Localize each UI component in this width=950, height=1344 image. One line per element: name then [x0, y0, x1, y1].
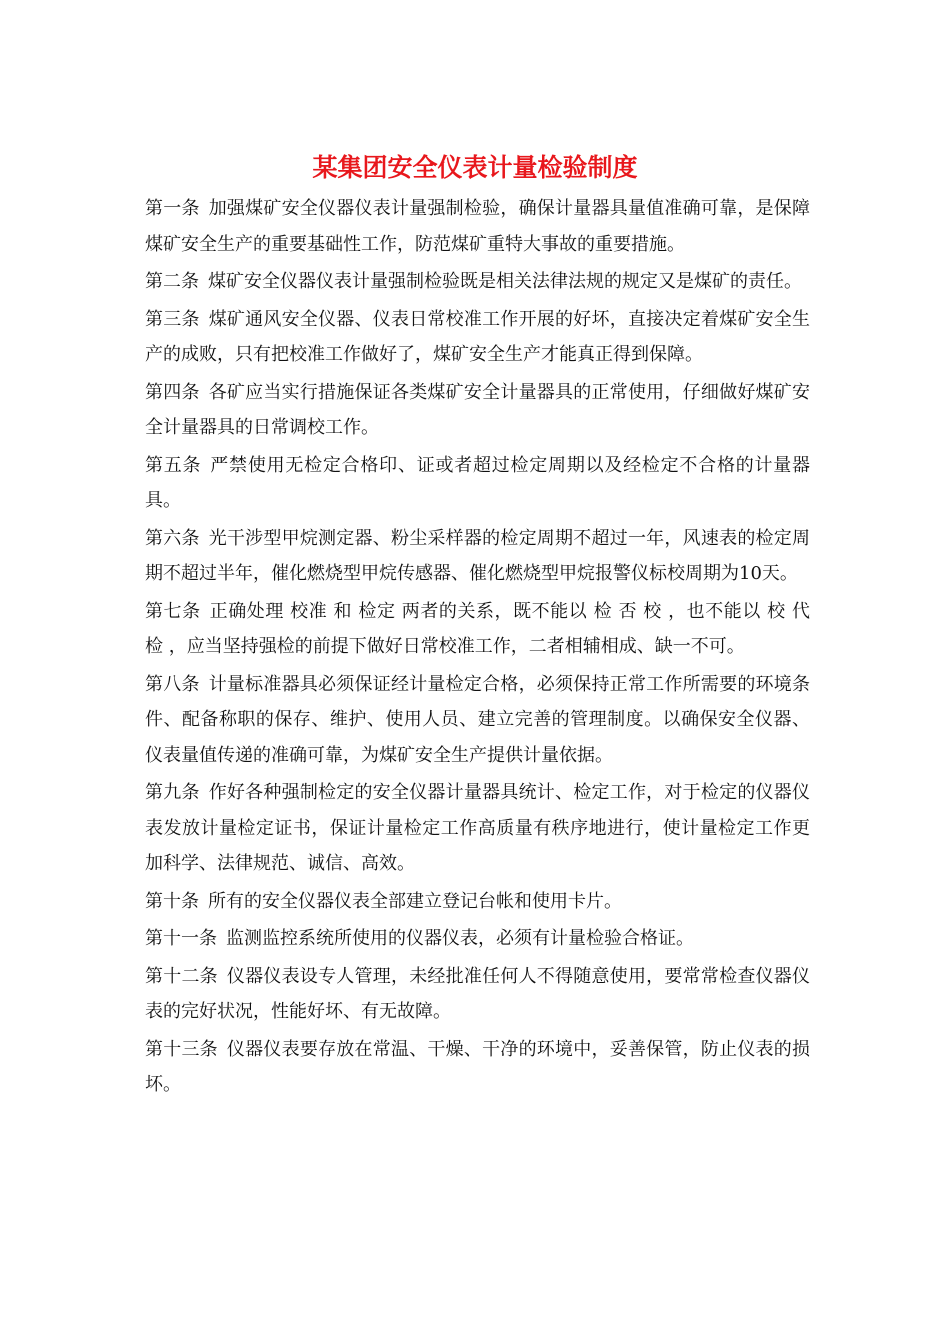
article-number: 第十二条 [145, 965, 218, 987]
article-text: 仪器仪表设专人管理，未经批准任何人不得随意使用，要常常检查仪器仪表的完好状况，性能好坏、有无故障。 [145, 965, 811, 1022]
article-3 [145, 302, 810, 373]
article-number: 第九条 [145, 782, 200, 803]
article-12 [145, 959, 810, 1030]
article-number: 第八条 [145, 673, 200, 695]
article-number: 第五条 [145, 454, 202, 476]
article-number: 第三条 [145, 308, 200, 330]
article-number: 第一条 [145, 198, 200, 219]
article-8 [145, 667, 810, 774]
article-text: 作好各种强制检定的安全仪器计量器具统计、检定工作，对于检定的仪器仪表发放计量检定证书，保证计量检定工作高质量有秩序地进行，使计量检定工作更加科学、法律规范、诚信、高效。 [145, 782, 810, 874]
article-text: 严禁使用无检定合格印、证或者超过检定周期以及经检定不合格的计量器具。 [145, 454, 810, 511]
article-text: 监测监控系统所使用的仪器仪表，必须有计量检验合格证。 [226, 928, 694, 949]
article-11 [145, 921, 810, 957]
document-title: 某集团安全仪表计量检验制度 [312, 153, 638, 182]
article-text: 仪器仪表要存放在常温、干燥、干净的环境中，妥善保管，防止仪表的损坏。 [145, 1038, 811, 1095]
article-text: 正确处理 校准 和 检定 两者的关系，既不能以 检 否 校 ，也不能以 校 代 检 ，应当坚持强检的前提下做好日常校准工作，二者相辅相成、缺一不可。 [145, 600, 810, 657]
article-text: 所有的安全仪器仪表全部建立登记台帐和使用卡片。 [208, 890, 622, 912]
article-7 [145, 594, 810, 665]
document-body [145, 191, 810, 1105]
article-text: 加强煤矿安全仪器仪表计量强制检验，确保计量器具量值准确可靠，是保障煤矿安全生产的重要基础性工作，防范煤矿重特大事故的重要措施。 [145, 198, 810, 255]
article-13 [145, 1032, 810, 1103]
article-6 [145, 521, 810, 592]
article-4 [145, 375, 810, 446]
article-1 [145, 191, 810, 262]
article-number: 第十三条 [145, 1038, 218, 1060]
article-number: 第七条 [145, 600, 201, 622]
article-number: 第四条 [145, 381, 200, 403]
article-2 [145, 264, 810, 300]
article-5 [145, 448, 810, 519]
article-10 [145, 884, 810, 920]
article-number: 第十一条 [145, 928, 217, 949]
article-text: 煤矿通风安全仪器、仪表日常校准工作开展的好坏，直接决定着煤矿安全生产的成败，只有把校准工作做好了，煤矿安全生产才能真正得到保障。 [145, 308, 810, 365]
article-text: 各矿应当实行措施保证各类煤矿安全计量器具的正常使用，仔细做好煤矿安全计量器具的日常调校工作。 [145, 381, 810, 438]
article-text: 煤矿安全仪器仪表计量强制检验既是相关法律法规的规定又是煤矿的责任。 [208, 271, 802, 292]
article-number: 第二条 [145, 271, 199, 292]
article-number: 第六条 [145, 527, 200, 549]
article-number: 第十条 [145, 890, 199, 912]
article-9 [145, 775, 810, 882]
article-text: 计量标准器具必须保证经计量检定合格，必须保持正常工作所需要的环境条件、配备称职的保存、维护、使用人员、建立完善的管理制度。以确保安全仪器、仪表量值传递的准确可靠，为煤矿安全生产提供计量依据。 [145, 673, 810, 766]
article-text: 光干涉型甲烷测定器、粉尘采样器的检定周期不超过一年，风速表的检定周期不超过半年，催化燃烧型甲烷传感器、催化燃烧型甲烷报警仪标校周期为10天。 [145, 527, 810, 584]
